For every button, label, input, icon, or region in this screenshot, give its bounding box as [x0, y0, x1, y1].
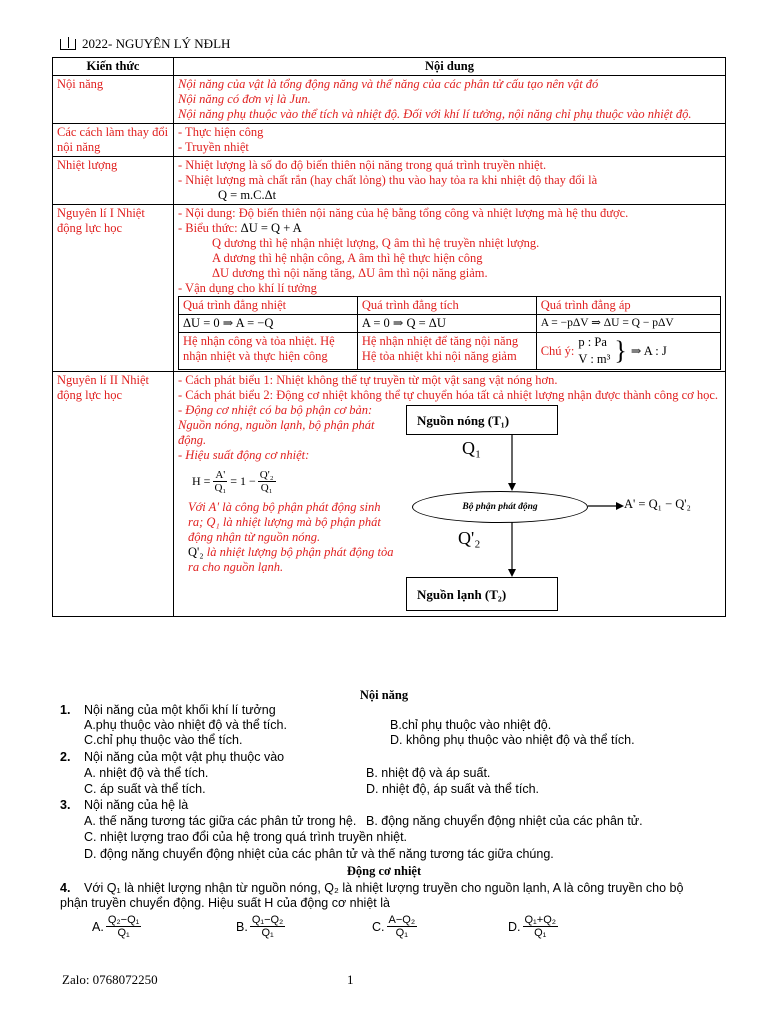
q2-option-a: A. nhiệt độ và thể tích.: [84, 766, 209, 780]
numerator: A': [215, 469, 226, 481]
fraction: [387, 914, 418, 939]
denominator: Q₁: [261, 927, 274, 939]
numerator: Q₁+Q₂: [524, 914, 557, 926]
text-line: - Thực hiện công: [178, 125, 264, 139]
q4-option-a: [92, 914, 143, 939]
label-cach: Các cách làm thay đổi nội năng: [53, 124, 174, 157]
fraction: [523, 914, 559, 939]
question-number: 1.: [60, 703, 71, 717]
text-line: Hệ tỏa nhiệt khi nội năng giảm: [361, 349, 517, 363]
header-kien-thuc: Kiến thức: [53, 58, 174, 76]
heat-engine-diagram: [178, 403, 721, 615]
q4-option-b: [236, 914, 287, 939]
q4-option-d: [508, 914, 560, 939]
label-q1: Q₁: [462, 438, 482, 458]
q1-option-c: C.chỉ phụ thuộc vào thể tích.: [84, 733, 243, 747]
q2-option-d: D. nhiệt độ, áp suất và thể tích.: [366, 782, 540, 796]
row-nguyen-li-1: [53, 205, 726, 372]
fraction: [106, 914, 142, 939]
q3-option-a: A. thế năng tương tác giữa các phân tử trong hệ.: [84, 814, 357, 828]
unit-a: ⇒ A : J: [630, 343, 667, 358]
option-label: A.: [92, 919, 104, 934]
text-line: là nhiệt lượng bộ phận phát động tỏa ra cho nguồn lạnh.: [188, 545, 394, 574]
content-cach: [174, 124, 726, 157]
cold-source-box: Nguồn lạnh (T₂): [406, 577, 558, 611]
question-number: 2.: [60, 750, 71, 764]
denominator: Q₁: [534, 927, 547, 939]
q1-option-d: D. không phụ thuộc vào nhiệt độ và thể tích.: [390, 733, 635, 747]
label-work: A' = Q₁ − Q'₂: [624, 497, 691, 511]
question-number: 3.: [60, 798, 71, 812]
header-dang-tich: Quá trình đẳng tích: [357, 297, 536, 315]
text-dang-tich: [357, 333, 536, 370]
text-line: - Động cơ nhiệt có ba bộ phận cơ bản: Nguồn nóng, nguồn lạnh, bộ phận phát động.: [178, 403, 375, 447]
option-label: D.: [508, 919, 521, 934]
formula-part: = 1 −: [230, 474, 256, 488]
label-noi-nang: Nội năng: [53, 76, 174, 124]
arrowhead-work: [616, 502, 624, 510]
row-nhiet-luong: [53, 157, 726, 205]
hot-source-box: Nguồn nóng (T₁): [406, 405, 558, 435]
q3-option-c: C. nhiệt lượng trao đổi của hệ trong quá trình truyền nhiệt.: [84, 830, 408, 844]
page-header: [60, 36, 230, 52]
page-number: 1: [347, 972, 354, 987]
header-dang-nhiet: Quá trình đẳng nhiệt: [179, 297, 358, 315]
text-line: Nội năng phụ thuộc vào thể tích và nhiệt độ. Đối với khí lí tưởng, nội năng chỉ phụ thuộc vào nhiệt độ.: [178, 107, 692, 121]
arrowhead-q2: [508, 569, 516, 577]
option-label: C.: [372, 919, 385, 934]
process-table: [178, 296, 721, 370]
text-line: A dương thì hệ nhận công, A âm thì hệ thực hiện công: [212, 251, 483, 265]
label-q2: Q'₂: [458, 528, 481, 548]
section-dong-co-nhiet: Động cơ nhiệt: [346, 864, 422, 878]
note-units: [536, 333, 720, 370]
q2-option-c: C. áp suất và thể tích.: [84, 782, 206, 796]
unit-p: p : Pa: [578, 335, 607, 349]
denominator: Q₁: [117, 927, 130, 939]
row-nguyen-li-2: [53, 372, 726, 617]
text-dang-nhiet: Hệ nhận công và tỏa nhiệt. Hệ nhận nhiệt và thực hiện công: [179, 333, 358, 370]
content-nguyen-li-1: [174, 205, 726, 372]
text-line: ΔU dương thì nội năng tăng, ΔU âm thì nội năng giảm.: [212, 266, 488, 280]
fraction: [250, 914, 286, 939]
content-noi-nang: [174, 76, 726, 124]
question-1: [60, 703, 276, 718]
numerator: Q₁−Q₂: [251, 914, 284, 926]
text-line: - Cách phát biểu 1: Nhiệt không thể tự truyền từ một vật sang vật nóng hơn.: [178, 373, 558, 387]
label-nguyen-li-1: Nguyên lí I Nhiệt động lực học: [53, 205, 174, 372]
q1-option-a: A.phụ thuộc vào nhiệt độ và thể tích.: [84, 718, 287, 732]
numerator: Q'₂: [259, 469, 274, 481]
formula-dang-ap: A = −pΔV ⇒ ΔU = Q − pΔV: [536, 315, 720, 333]
label-nhiet-luong: Nhiệt lượng: [53, 157, 174, 205]
q2-option-b: B. nhiệt độ và áp suất.: [366, 766, 491, 780]
formula-dang-tich: A = 0 ⇒ Q = ΔU: [357, 315, 536, 333]
theory-table: [52, 57, 726, 617]
text-line: - Biểu thức:: [178, 221, 241, 235]
question-number: 4.: [60, 881, 71, 895]
question-2: [60, 750, 284, 765]
note-label: Chú ý:: [540, 343, 575, 358]
numerator: A−Q₂: [388, 914, 416, 926]
row-cach: [53, 124, 726, 157]
formula-du: ΔU = Q + A: [240, 221, 302, 235]
question-text: Với Q₁ là nhiệt lượng nhận từ nguồn nóng, Q₂ là nhiệt lượng truyền cho nguồn lạnh, A là công truyền cho bộ phận truyền chuyển động. Hiệu suất H của động cơ nhiệt là: [60, 881, 684, 910]
denominator: Q₁: [260, 482, 273, 494]
denominator: Q₁: [214, 482, 227, 494]
content-nguyen-li-2: [174, 372, 726, 617]
engine-ellipse: Bộ phận phát động: [412, 491, 588, 523]
denominator: Q₁: [395, 927, 408, 939]
question-3: [60, 798, 188, 813]
text-line: Nội năng của vật là tổng động năng và thế năng của các phân tử cấu tạo nên vật đó: [178, 77, 599, 91]
q1-option-b: B.chỉ phụ thuộc vào nhiệt độ.: [390, 718, 552, 732]
text-line: Q dương thì hệ nhận nhiệt lượng, Q âm thì hệ truyền nhiệt lượng.: [212, 236, 540, 250]
numerator: Q₂−Q₁: [107, 914, 140, 926]
text-line: Nội năng có đơn vị là Jun.: [178, 92, 311, 106]
text-line: - Nhiệt lượng là số đo độ biến thiên nội năng trong quá trình truyền nhiệt.: [178, 158, 547, 172]
arrowhead-q1: [508, 483, 516, 491]
footer-zalo: Zalo: 0768072250: [62, 972, 158, 987]
formula-dang-nhiet: ΔU = 0 ⇒ A = −Q: [179, 315, 358, 333]
text-line: - Truyền nhiệt: [178, 140, 249, 154]
q3-option-b: B. động năng chuyển động nhiệt của các phân tử.: [366, 814, 643, 828]
content-nhiet-luong: [174, 157, 726, 205]
formula-part: H =: [192, 474, 211, 488]
text-line: - Hiệu suất động cơ nhiệt:: [178, 448, 310, 462]
question-text: Nội năng của hệ là: [84, 798, 189, 812]
row-noi-nang: [53, 76, 726, 124]
label-nguyen-li-2: Nguyên lí II Nhiệt động lực học: [53, 372, 174, 617]
text-line: - Nhiệt lượng mà chất rắn (hay chất lỏng) thu vào hay tỏa ra khi nhiệt độ thay đổi là: [178, 173, 598, 187]
text-line: Hệ nhận nhiệt để tăng nội năng: [361, 334, 519, 348]
header-title: 2022- NGUYÊN LÝ NĐLH: [82, 36, 231, 51]
q4-option-c: [372, 914, 419, 939]
formula-q: Q = m.C.Δt: [218, 188, 277, 202]
header-dang-ap: Quá trình đẳng áp: [536, 297, 720, 315]
question-4: [60, 881, 710, 911]
brace-icon: }: [614, 336, 627, 365]
text-line: - Nội dung: Độ biến thiên nội năng của hệ bằng tổng công và nhiệt lượng mà hệ thu được.: [178, 206, 629, 220]
text-line: - Vận dụng cho khí lí tưởng: [178, 281, 317, 295]
text-line: Với A' là công bộ phận phát động sinh ra; Q₁ là nhiệt lượng mà bộ phận phát động nhận từ nguồn nóng.: [188, 500, 381, 544]
text-line: - Cách phát biểu 2: Động cơ nhiệt không thể tự chuyển hóa tất cả nhiệt lượng nhận được thành công cơ học.: [178, 388, 719, 402]
section-noi-nang: Nội năng: [359, 688, 409, 702]
book-icon: [60, 39, 76, 50]
header-noi-dung: Nội dung: [174, 58, 726, 76]
q3-option-d: D. động năng chuyển động nhiệt của các phân tử và thế năng tương tác giữa chúng.: [84, 847, 554, 861]
symbol-q2: Q'₂: [188, 545, 204, 559]
question-text: Nội năng của một khối khí lí tưởng: [84, 703, 276, 717]
option-label: B.: [236, 919, 248, 934]
units-list: [578, 334, 610, 368]
unit-v: V : m³: [578, 352, 611, 366]
question-text: Nội năng của một vật phụ thuộc vào: [84, 750, 285, 764]
